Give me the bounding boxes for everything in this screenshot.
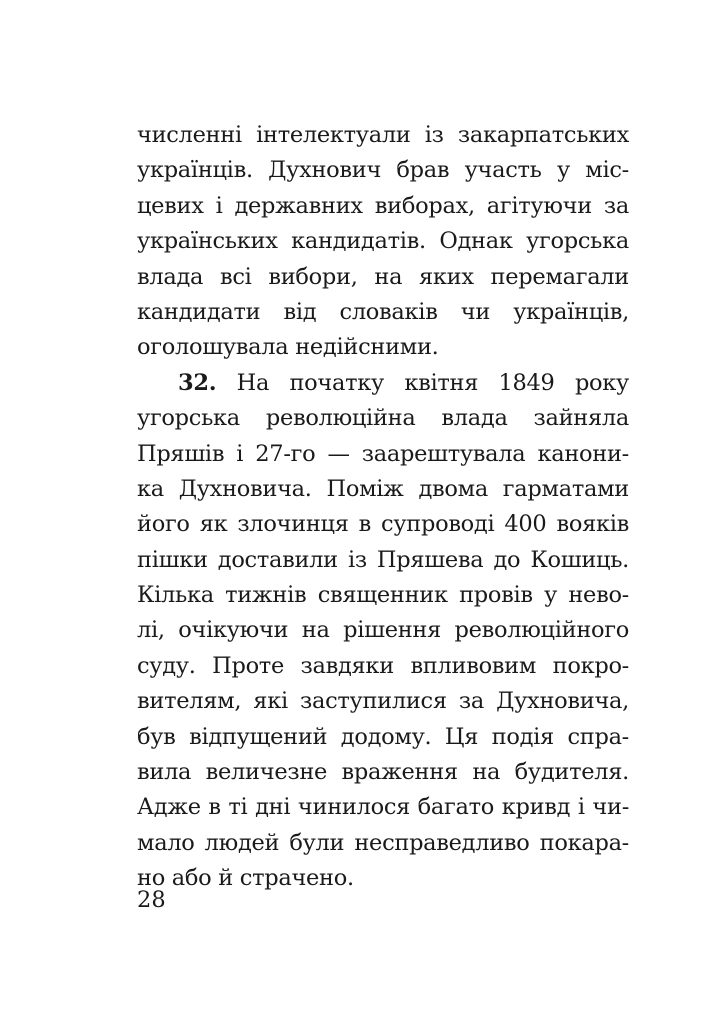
text-line: українців. Духнович брав участь у міс-: [137, 157, 629, 184]
page-body: [137, 118, 629, 897]
text-line: численні інтелектуали із закарпатських: [137, 122, 629, 148]
text-line: вила величезне враження на будителя.: [137, 759, 629, 786]
text-line: українських кандидатів. Однак угорська: [137, 228, 629, 255]
text-line: влада всі вибори, на яких перемагали: [137, 263, 629, 290]
text-line: ка Духновича. Поміж двома гарматами: [137, 475, 629, 502]
text-line-rest: На початку квітня 1849 року: [236, 369, 629, 396]
text-line: угорська революційна влада зайняла: [137, 405, 629, 432]
page-number: 28: [137, 887, 166, 913]
text-line: суду. Проте завдяки впливовим покро-: [137, 652, 629, 679]
text-line: був відпущений додому. Ця подія спра-: [137, 723, 629, 750]
text-line: Пряшів і 27-го — заарештувала канони-: [137, 440, 629, 467]
text-line: мало людей були несправедливо покара-: [137, 829, 629, 856]
text-line: но або й страчено.: [137, 865, 354, 892]
section-number: 32.: [178, 369, 217, 396]
paragraph-32-arrest: [137, 366, 629, 897]
text-line: пішки доставили із Пряшева до Кошиць.: [137, 546, 629, 573]
text-line: вителям, які заступилися за Духновича,: [137, 688, 629, 715]
text-line: лі, очікуючи на рішення революційного: [137, 617, 629, 644]
paragraph-duchnovych-elections: [137, 118, 629, 366]
text-line: його як злочинця в супроводі 400 вояків: [137, 511, 629, 538]
text-line: оголошувала недійсними.: [137, 334, 439, 361]
text-line-first: [137, 366, 629, 401]
text-line: кандидати від словаків чи українців,: [137, 298, 629, 325]
text-line: Кілька тижнів священник провів у нево-: [137, 582, 629, 609]
text-line: цевих і державних виборах, агітуючи за: [137, 192, 629, 219]
text-line: Адже в ті дні чинилося багато кривд і чи-: [137, 794, 629, 821]
